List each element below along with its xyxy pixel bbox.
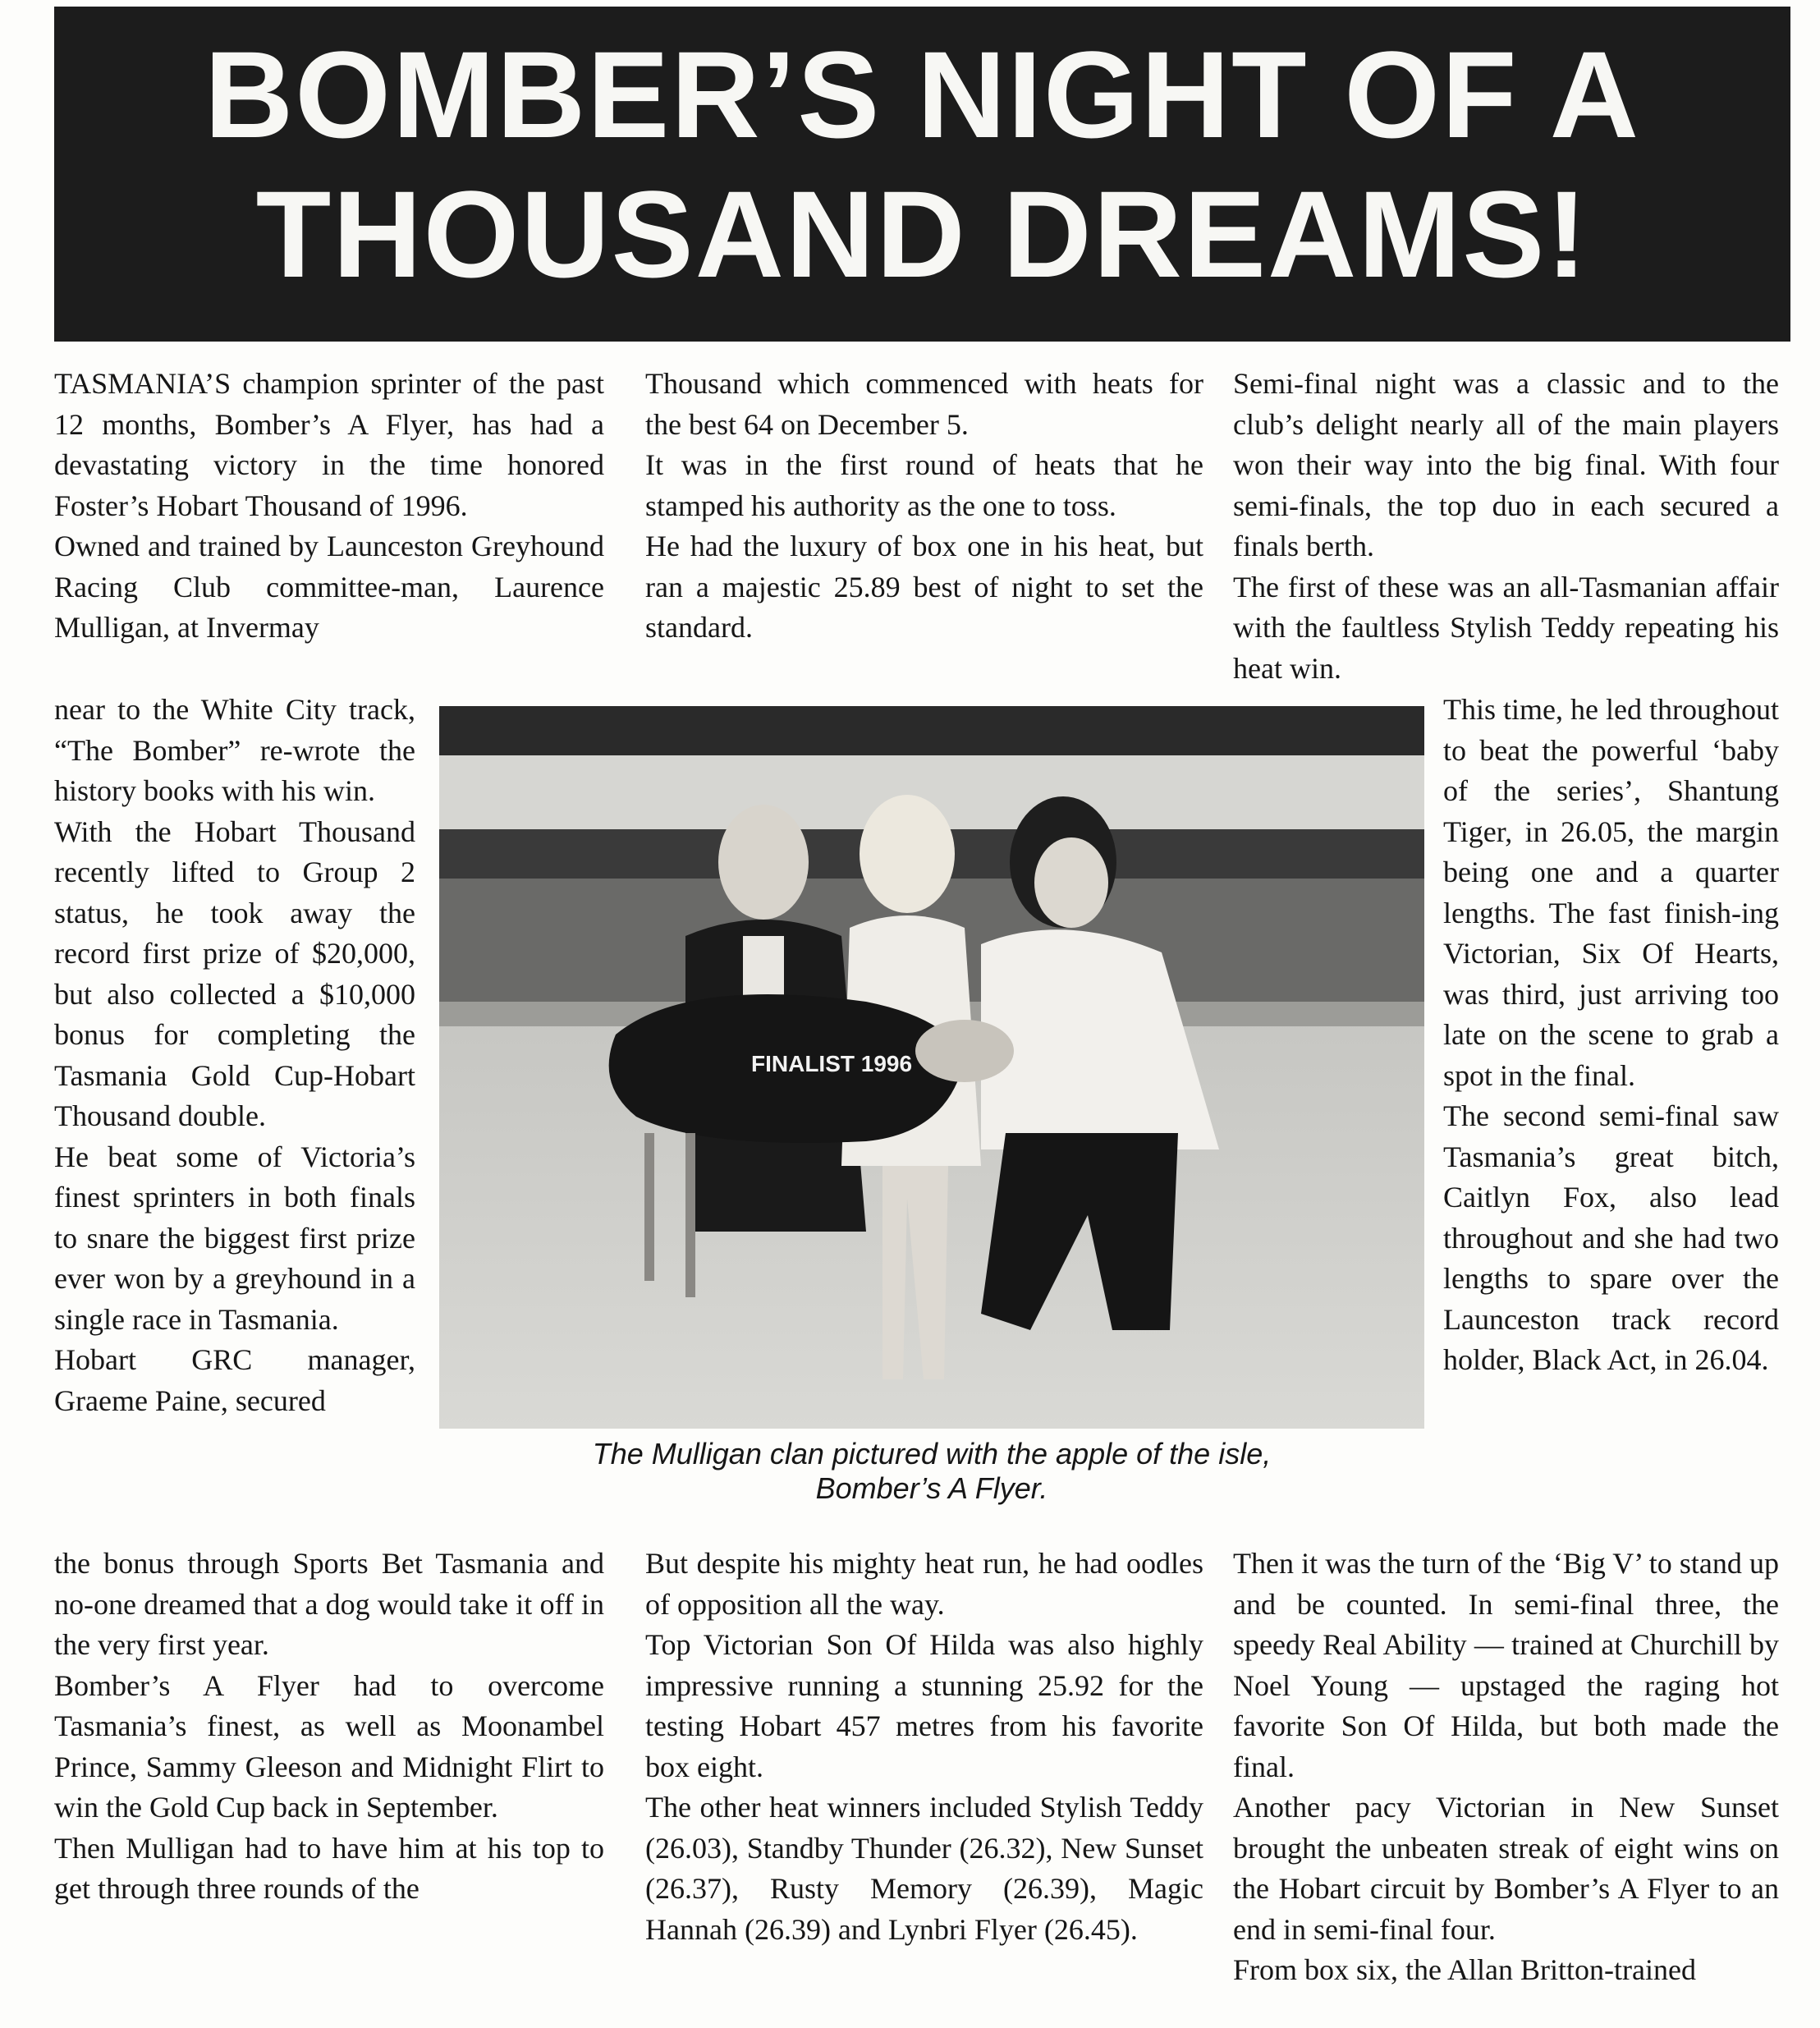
paragraph: Another pacy Victorian in New Sunset brought the unbeaten streak of eight wins on the Hobart circuit by Bomber’s A Flyer to an end in semi-final four. (1233, 1791, 1779, 1946)
rug-label: FINALIST 1996 (751, 1051, 913, 1076)
col1-bottom (54, 1544, 604, 1910)
paragraph: Bomber’s A Flyer had to overcome Tasmania’s finest, as well as Moonambel Prince, Sammy Gleeson and Midnight Flirt to win the Gold Cup back in September. (54, 1668, 604, 1824)
col1-top (54, 364, 604, 649)
col3-narrow (1443, 690, 1779, 1381)
paragraph: The second semi-final saw Tasmania’s great bitch, Caitlyn Fox, also lead throughout and she had two lengths to spare over the Launceston track record holder, Black Act, in 26.04. (1443, 1099, 1779, 1376)
photo-illustration (439, 706, 1424, 1429)
paragraph: He had the luxury of box one in his heat, but ran a majestic 25.89 best of night to set the standard. (645, 530, 1203, 644)
paragraph: It was in the first round of heats that he stamped his authority as the one to toss. (645, 448, 1203, 522)
paragraph: near to the White City track, “The Bomber” re-wrote the history books with his win. (54, 693, 415, 807)
paragraph: Owned and trained by Launceston Greyhound Racing Club committee-man, Laurence Mulligan, at Invermay (54, 530, 604, 644)
paragraph: But despite his mighty heat run, he had oodles of opposition all the way. (645, 1547, 1203, 1621)
paragraph: Then it was the turn of the ‘Big V’ to stand up and be counted. In semi-final three, the speedy Real Ability — trained at Churchill by Noel Young — upstaged the raging hot favorite Son Of Hilda, but both made the final. (1233, 1547, 1779, 1783)
headline-line-2: THOUSAND DREAMS! (255, 165, 1589, 303)
paragraph: From box six, the Allan Britton-trained (1233, 1953, 1696, 1986)
headline-line-1: BOMBER’S NIGHT OF A (204, 25, 1641, 163)
paragraph: The first of these was an all-Tasmanian affair with the faultless Stylish Teddy repeating his heat win. (1233, 570, 1779, 685)
caption-line-1: The Mulligan clan pictured with the apple of the isle, (592, 1437, 1272, 1471)
paragraph: TASMANIA’S champion sprinter of the past 12 months, Bomber’s A Flyer, has had a devastating victory in the time honored Foster’s Hobart Thousand of 1996. (54, 367, 604, 522)
col1-narrow (54, 690, 415, 1421)
paragraph: Hobart GRC manager, Graeme Paine, secured (54, 1343, 415, 1417)
paragraph: Then Mulligan had to have him at his top to get through three rounds of the (54, 1831, 604, 1905)
paragraph: This time, he led throughout to beat the powerful ‘baby of the series’, Shantung Tiger, in 26.05, the margin being one and a quarter lengths. The fast finish-ing Victorian, Six Of Hearts, was third, just arriving too late on the scene to grab a spot in the final. (1443, 693, 1779, 1092)
paragraph: Top Victorian Son Of Hilda was also highly impressive running a stunning 25.92 for the testing Hobart 457 metres from his favorite box eight. (645, 1628, 1203, 1783)
headline-banner (54, 7, 1790, 342)
caption-line-2: Bomber’s A Flyer. (815, 1471, 1048, 1505)
paragraph: Thousand which commenced with heats for the best 64 on December 5. (645, 367, 1203, 441)
col3-bottom (1233, 1544, 1779, 1991)
paragraph: The other heat winners included Stylish Teddy (26.03), Standby Thunder (26.32), New Sunset (26.37), Rusty Memory (26.39), Magic Hannah (26.39) and Lynbri Flyer (26.45). (645, 1791, 1203, 1946)
col2-bottom (645, 1544, 1203, 1950)
col3-top (1233, 364, 1779, 689)
photo-caption (427, 1437, 1437, 1506)
paragraph: Semi-final night was a classic and to the club’s delight nearly all of the main players won their way into the big final. With four semi-finals, the top duo in each secured a finals berth. (1233, 367, 1779, 562)
news-photo (439, 706, 1424, 1429)
col2-top (645, 364, 1203, 649)
paragraph: the bonus through Sports Bet Tasmania and no-one dreamed that a dog would take it off in the very first year. (54, 1547, 604, 1661)
paragraph: He beat some of Victoria’s finest sprinters in both finals to snare the biggest first prize ever won by a greyhound in a single race in Tasmania. (54, 1140, 415, 1336)
paragraph: With the Hobart Thousand recently lifted to Group 2 status, he took away the record first prize of $20,000, but also collected a $10,000 bonus for completing the Tasmania Gold Cup-Hobart Thousand double. (54, 814, 415, 1132)
